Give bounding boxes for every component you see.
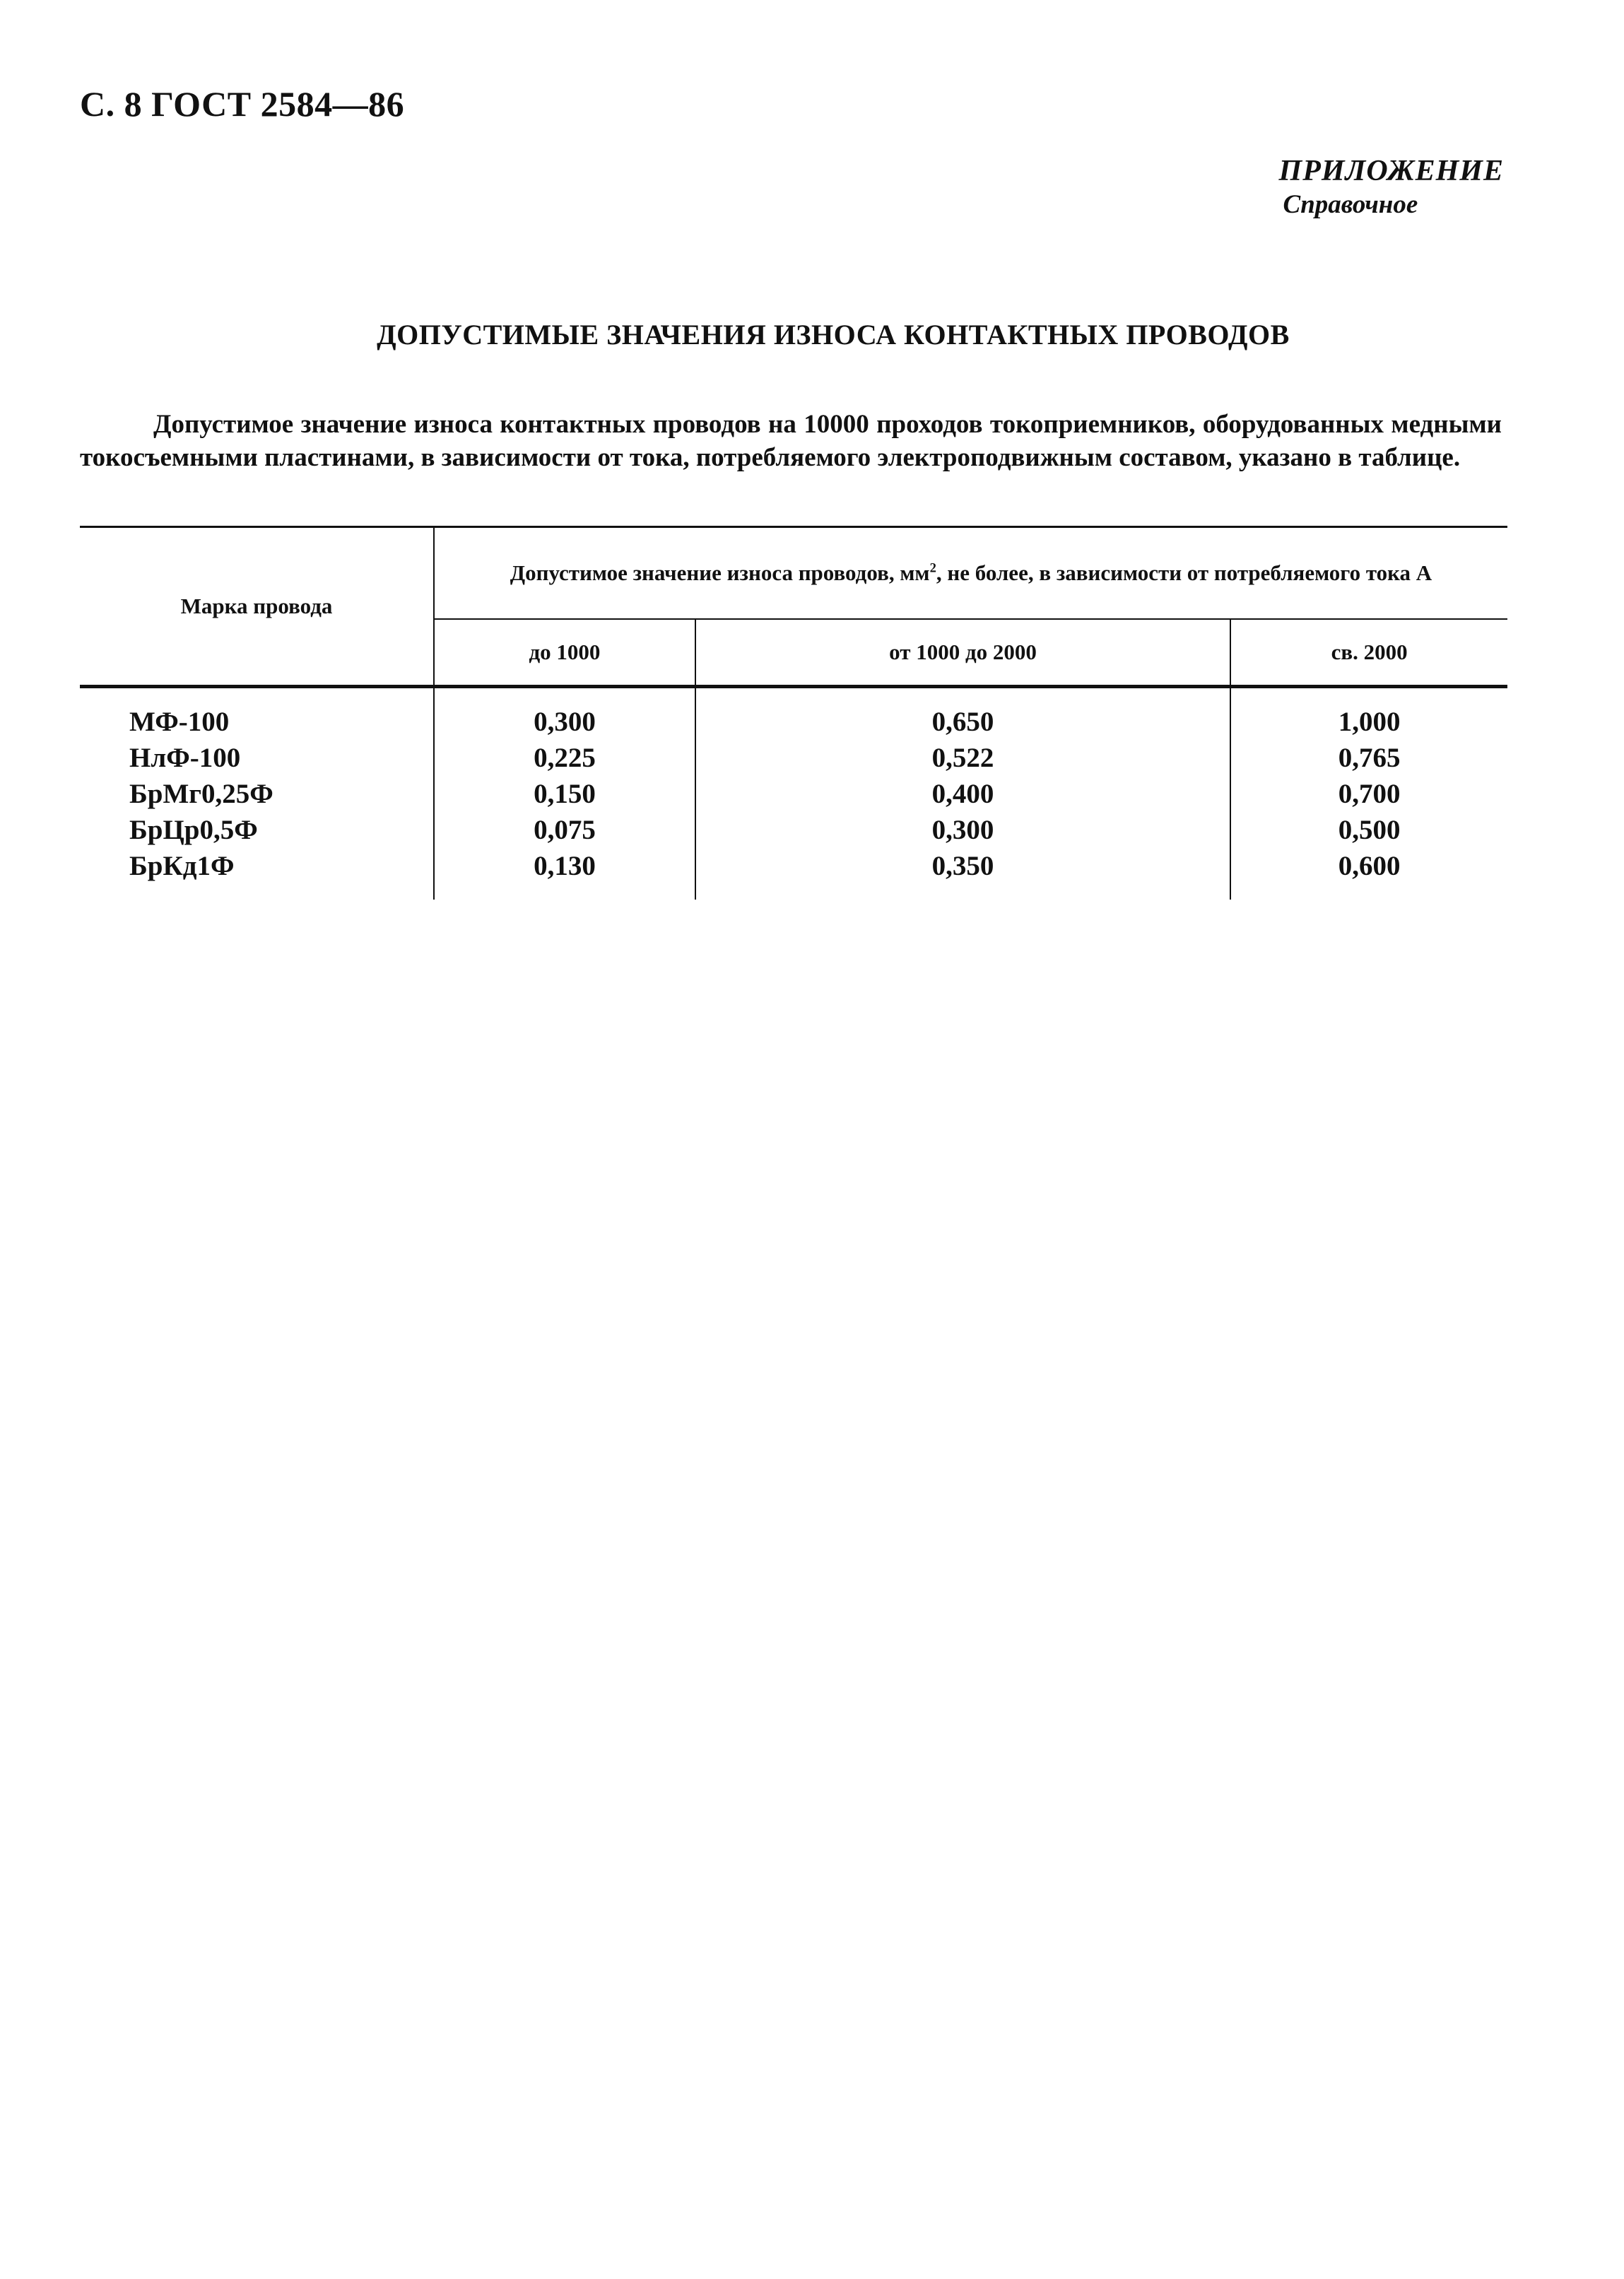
appendix-type: Справочное <box>1283 190 1418 219</box>
column-header-over-2000: св. 2000 <box>1230 619 1507 687</box>
wire-mark: МФ-100 <box>80 687 434 741</box>
value-cell: 0,765 <box>1338 743 1401 773</box>
column-header-mark: Марка провода <box>80 527 434 687</box>
table-row <box>80 740 1507 776</box>
value-cell: 0,400 <box>695 776 1230 812</box>
value-cell: 0,500 <box>1338 815 1401 845</box>
wire-mark: БрЦр0,5Ф <box>80 812 434 848</box>
value-cell: 0,075 <box>434 812 695 848</box>
table-row <box>80 687 1507 741</box>
wire-mark: БрМг0,25Ф <box>80 776 434 812</box>
value-cell: 0,130 <box>434 848 695 900</box>
page-header: С. 8 ГОСТ 2584—86 <box>80 84 405 124</box>
appendix-title: ПРИЛОЖЕНИЕ <box>1278 155 1504 187</box>
column-group-header: Допустимое значение износа проводов, $мм^2$, не более, в зависимости от потребляемого тока А <box>434 527 1507 620</box>
value-cell: 0,300 <box>695 812 1230 848</box>
table-row <box>80 776 1507 812</box>
value-cell: 0,300 <box>434 687 695 741</box>
wire-mark: БрКд1Ф <box>80 848 434 900</box>
value-cell: 0,600 <box>1338 851 1401 881</box>
value-cell: 0,650 <box>695 687 1230 741</box>
value-cell: 0,150 <box>434 776 695 812</box>
table-row <box>80 812 1507 848</box>
column-header-up-to-1000: до 1000 <box>434 619 695 687</box>
wire-mark: НлФ-100 <box>80 740 434 776</box>
value-cell: 0,522 <box>695 740 1230 776</box>
value-cell: 0,350 <box>695 848 1230 900</box>
table-row <box>80 848 1507 900</box>
appendix-label <box>1279 154 1504 220</box>
column-header-1000-2000: от 1000 до 2000 <box>695 619 1230 687</box>
intro-paragraph: Допустимое значение износа контактных проводов на 10000 проходов токоприемников, оборудованных медными токосъемными пластинами, в зависимости от тока, потребляемого электроподвижным составом, указано в таблице. <box>80 410 1502 472</box>
document-title: ДОПУСТИМЫЕ ЗНАЧЕНИЯ ИЗНОСА КОНТАКТНЫХ ПРОВОДОВ <box>377 319 1290 351</box>
wear-table <box>80 526 1507 900</box>
value-cell: 1,000 <box>1338 707 1401 737</box>
value-cell: 0,225 <box>434 740 695 776</box>
value-cell: 0,700 <box>1338 779 1401 809</box>
